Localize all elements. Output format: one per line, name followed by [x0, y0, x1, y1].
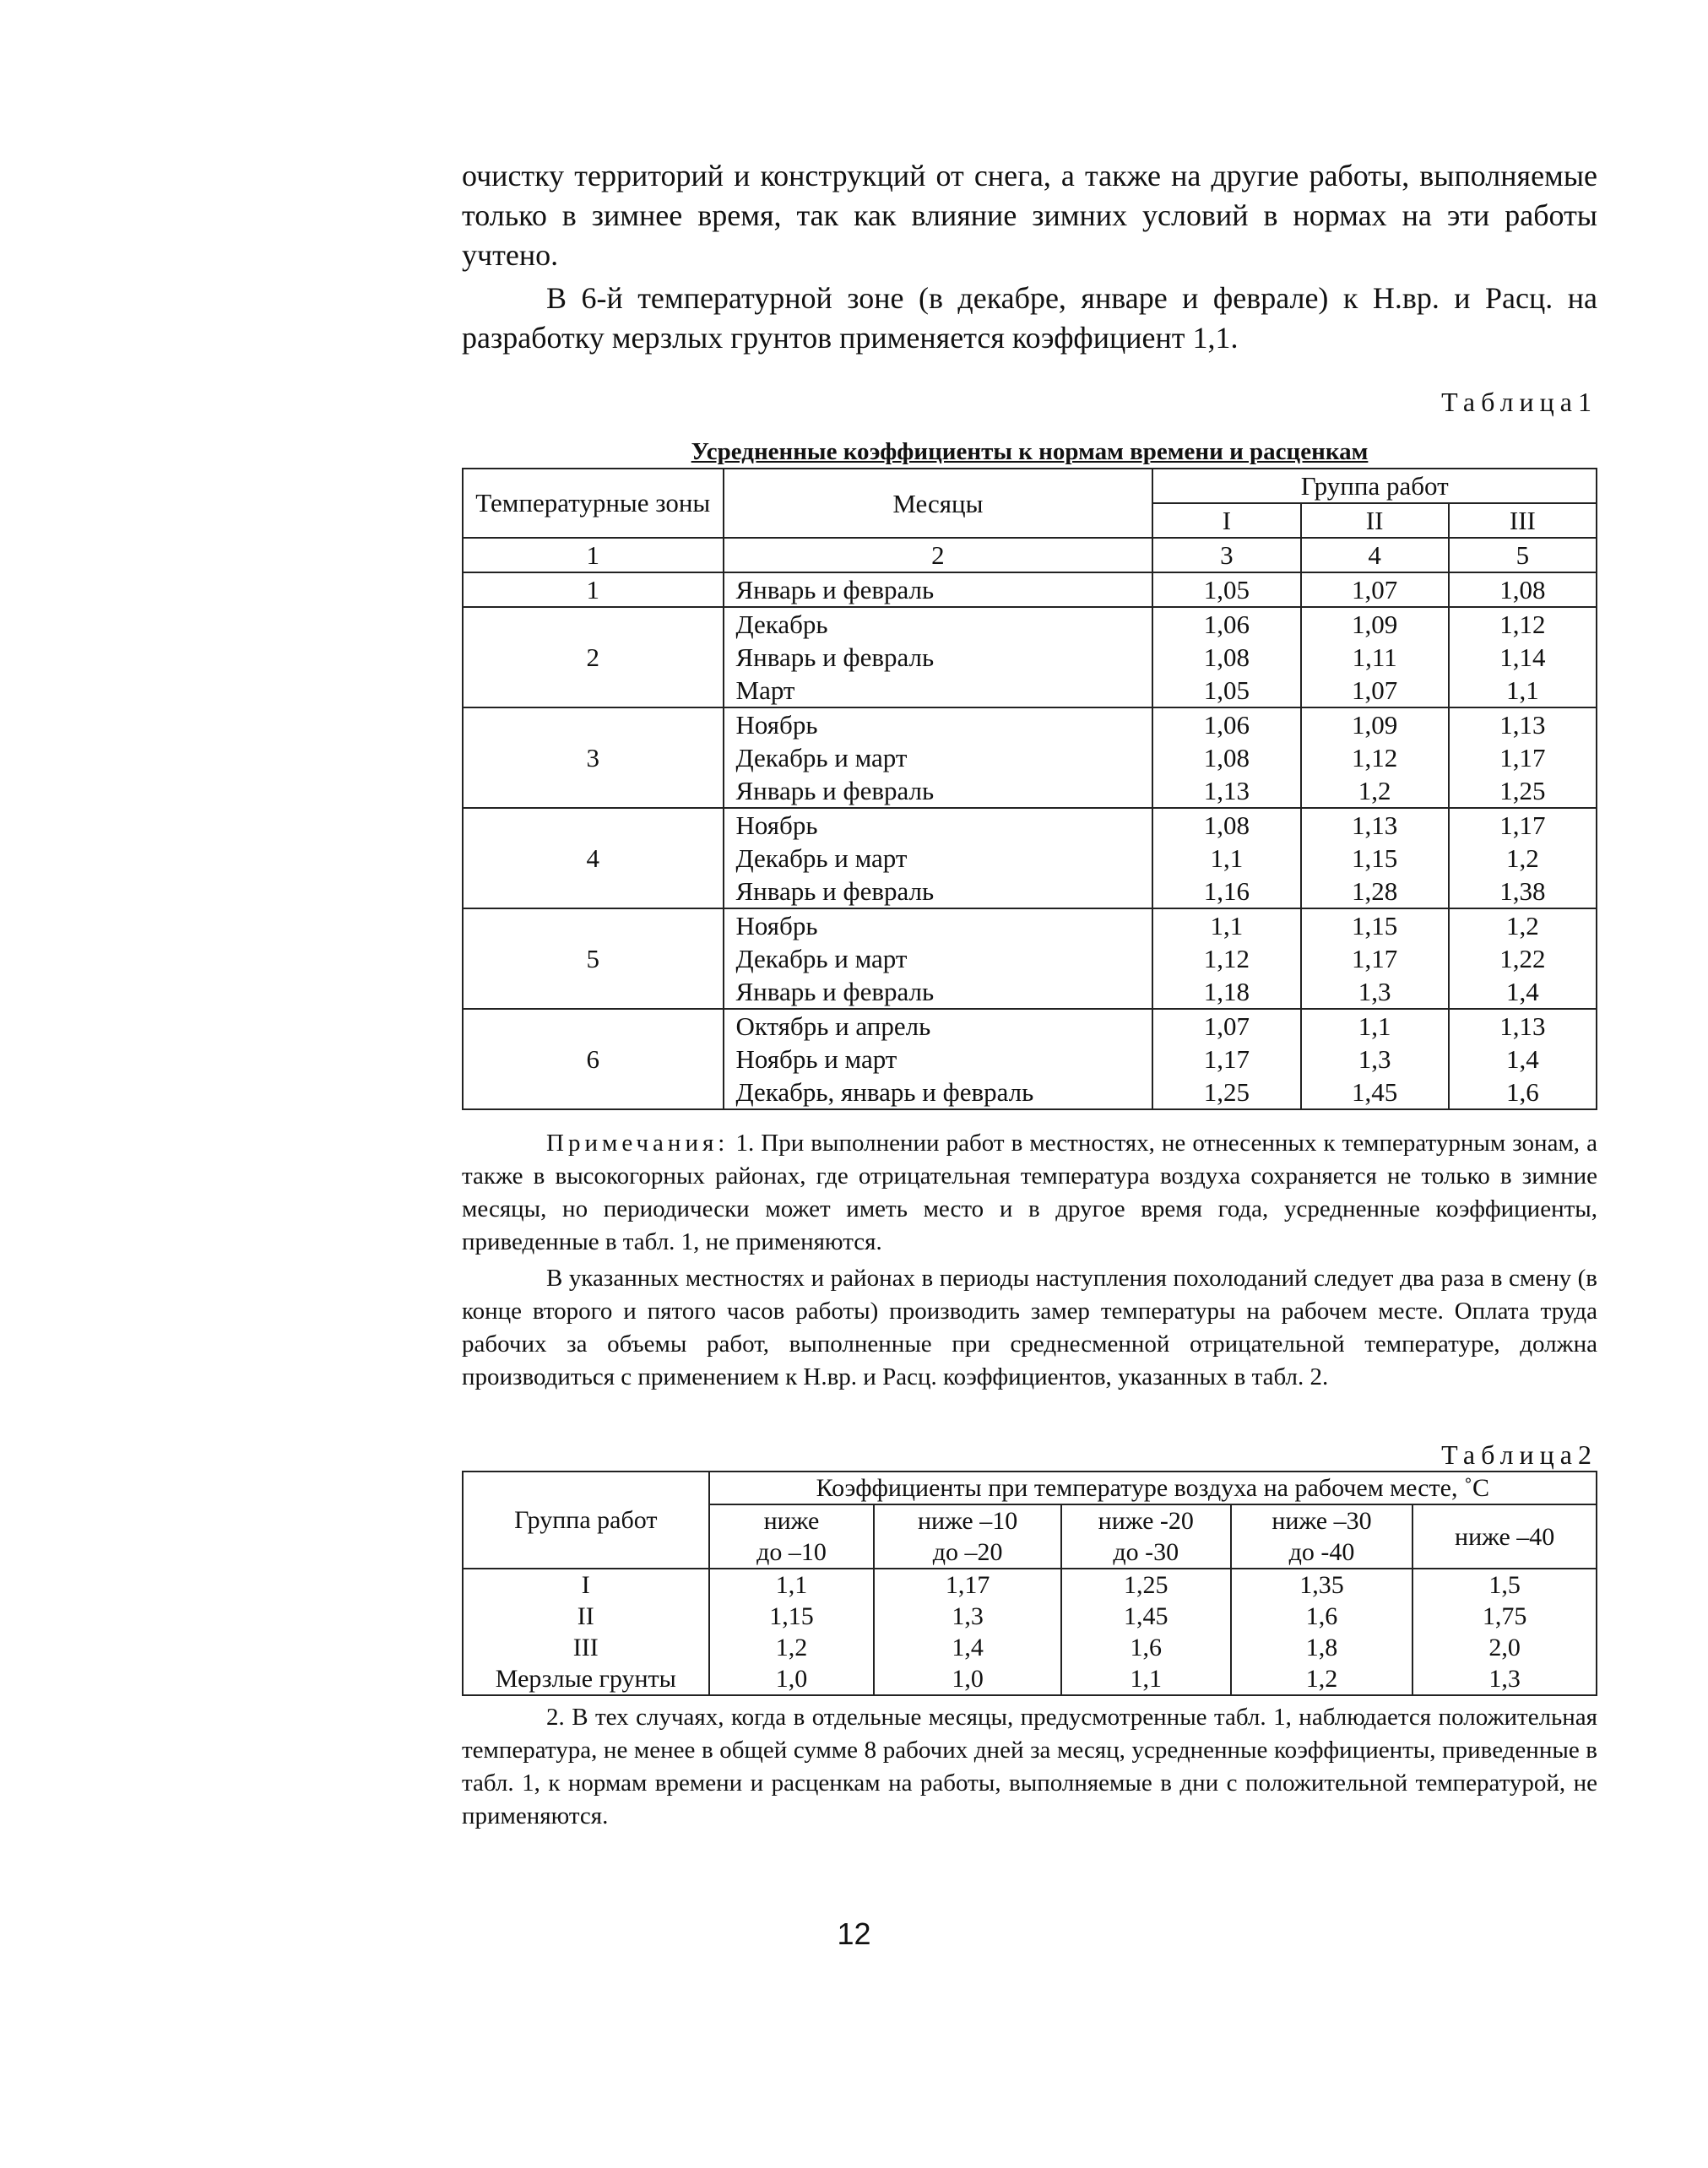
header-months: Месяцы: [724, 469, 1153, 538]
t2-range-header: [1412, 1504, 1597, 1569]
value-cell: 1,1: [1449, 674, 1597, 707]
value-cell: 1,75: [1412, 1601, 1597, 1632]
value-cell: 1,1: [1152, 908, 1300, 942]
table-row: [463, 1663, 1597, 1695]
value-cell: 1,07: [1301, 674, 1449, 707]
month-cell: Январь и февраль: [724, 774, 1153, 808]
range-line-2: до –10: [756, 1538, 827, 1566]
month-cell: Январь и февраль: [724, 975, 1153, 1009]
value-cell: 1,15: [709, 1601, 875, 1632]
paragraph-1: очистку территорий и конструкций от снега, а также на другие работы, выполняемые только в зимнее время, так как влияние зимних условий в нормах на эти работы учтено.: [462, 159, 1597, 272]
value-cell: 1,15: [1301, 842, 1449, 875]
group-cell: II: [463, 1601, 709, 1632]
value-cell: 1,07: [1301, 572, 1449, 607]
table-row: [463, 1601, 1597, 1632]
table-row: [463, 1569, 1597, 1601]
value-cell: 1,6: [1061, 1632, 1231, 1663]
value-cell: 1,18: [1152, 975, 1300, 1009]
value-cell: 1,28: [1301, 875, 1449, 908]
value-cell: 1,0: [874, 1663, 1061, 1695]
column-number: 5: [1449, 538, 1597, 572]
t2-header-group: Группа работ: [463, 1472, 709, 1569]
value-cell: 1,05: [1152, 572, 1300, 607]
value-cell: 1,2: [1449, 908, 1597, 942]
table-row: [463, 908, 1597, 942]
group-cell: I: [463, 1569, 709, 1601]
zone-cell: 1: [463, 572, 724, 607]
value-cell: 1,3: [1412, 1663, 1597, 1695]
value-cell: 1,15: [1301, 908, 1449, 942]
value-cell: 1,12: [1449, 607, 1597, 641]
value-cell: 1,6: [1449, 1076, 1597, 1109]
value-cell: 1,14: [1449, 641, 1597, 674]
t2-range-header: [709, 1504, 875, 1569]
value-cell: 1,25: [1449, 774, 1597, 808]
value-cell: 1,4: [1449, 975, 1597, 1009]
value-cell: 1,17: [1449, 741, 1597, 774]
t2-range-header: [1061, 1504, 1231, 1569]
column-number: 3: [1152, 538, 1300, 572]
value-cell: 1,25: [1061, 1569, 1231, 1601]
range-line-2: до –20: [932, 1538, 1003, 1566]
range-line-2: до -40: [1288, 1538, 1355, 1566]
value-cell: 1,22: [1449, 942, 1597, 975]
value-cell: 1,17: [874, 1569, 1061, 1601]
zone-cell: 4: [463, 808, 724, 908]
value-cell: 1,17: [1301, 942, 1449, 975]
range-line-1: ниже –30: [1272, 1507, 1372, 1535]
note-1-text: 1. При выполнении работ в местностях, не отнесенных к температурным зонам, а также в высокогорных районах, где отрицательная температура воздуха сохраняется не только в зимние месяцы, но периодически может иметь место и в другое время года, усредненные коэффициенты, приведенные в табл. 1, не применяются.: [462, 1130, 1597, 1255]
table-1: [462, 468, 1597, 1110]
range-line-1: ниже -20: [1098, 1507, 1194, 1535]
month-cell: Март: [724, 674, 1153, 707]
month-cell: Ноябрь: [724, 707, 1153, 741]
zone-cell: 6: [463, 1009, 724, 1109]
value-cell: 1,12: [1301, 741, 1449, 774]
column-number: 1: [463, 538, 724, 572]
value-cell: 1,5: [1412, 1569, 1597, 1601]
value-cell: 1,16: [1152, 875, 1300, 908]
table-row: [463, 1632, 1597, 1663]
value-cell: 1,12: [1152, 942, 1300, 975]
month-cell: Ноябрь: [724, 808, 1153, 842]
column-number: 4: [1301, 538, 1449, 572]
table1-caption: Таблица1: [1441, 387, 1597, 417]
value-cell: 1,13: [1449, 1009, 1597, 1043]
zone-cell: 5: [463, 908, 724, 1009]
range-line-2: до -30: [1113, 1538, 1179, 1566]
month-cell: Январь и февраль: [724, 875, 1153, 908]
value-cell: 1,3: [874, 1601, 1061, 1632]
table-2: [462, 1471, 1597, 1696]
header-group-1: I: [1152, 503, 1300, 538]
value-cell: 1,0: [709, 1663, 875, 1695]
range-line-1: ниже –40: [1455, 1522, 1555, 1551]
value-cell: 1,17: [1152, 1043, 1300, 1076]
notes-section: [462, 1127, 1597, 1394]
value-cell: 2,0: [1412, 1632, 1597, 1663]
value-cell: 1,1: [709, 1569, 875, 1601]
t2-range-header: [1231, 1504, 1413, 1569]
value-cell: 1,25: [1152, 1076, 1300, 1109]
value-cell: 1,2: [1301, 774, 1449, 808]
value-cell: 1,09: [1301, 707, 1449, 741]
value-cell: 1,08: [1152, 741, 1300, 774]
value-cell: 1,2: [1231, 1663, 1413, 1695]
month-cell: Декабрь и март: [724, 842, 1153, 875]
zone-cell: 2: [463, 607, 724, 707]
group-cell: Мерзлые грунты: [463, 1663, 709, 1695]
value-cell: 1,08: [1152, 641, 1300, 674]
header-zones: Температурные зоны: [463, 469, 724, 538]
table-row: [463, 572, 1597, 607]
month-cell: Декабрь, январь и февраль: [724, 1076, 1153, 1109]
value-cell: 1,45: [1301, 1076, 1449, 1109]
header-group-2: II: [1301, 503, 1449, 538]
value-cell: 1,1: [1061, 1663, 1231, 1695]
value-cell: 1,13: [1152, 774, 1300, 808]
table-row: [463, 707, 1597, 741]
note-1: [462, 1127, 1597, 1259]
value-cell: 1,3: [1301, 1043, 1449, 1076]
value-cell: 1,38: [1449, 875, 1597, 908]
value-cell: 1,09: [1301, 607, 1449, 641]
month-cell: Ноябрь и март: [724, 1043, 1153, 1076]
page-number: 12: [837, 1916, 871, 1951]
value-cell: 1,13: [1449, 707, 1597, 741]
value-cell: 1,2: [1449, 842, 1597, 875]
table1-body: [463, 572, 1597, 1109]
month-cell: Декабрь: [724, 607, 1153, 641]
month-cell: Октябрь и апрель: [724, 1009, 1153, 1043]
value-cell: 1,08: [1449, 572, 1597, 607]
table-row: [463, 607, 1597, 641]
value-cell: 1,2: [709, 1632, 875, 1663]
note-1b: В указанных местностях и районах в периоды наступления похолоданий следует два раза в смену (в конце второго и пятого часов работы) производить замер температуры на рабочем месте. Оплата труда рабочих за объемы работ, выполненные при среднесменной отрицательной температуре, должна производиться с применением к Н.вр. и Расц. коэффициентов, указанных в табл. 2.: [462, 1265, 1597, 1390]
value-cell: 1,07: [1152, 1009, 1300, 1043]
value-cell: 1,06: [1152, 607, 1300, 641]
value-cell: 1,6: [1231, 1601, 1413, 1632]
zone-cell: 3: [463, 707, 724, 808]
value-cell: 1,8: [1231, 1632, 1413, 1663]
table-row: [463, 1009, 1597, 1043]
table2-caption: Таблица2: [1441, 1439, 1597, 1470]
range-line-1: ниже –10: [917, 1507, 1018, 1535]
value-cell: 1,17: [1449, 808, 1597, 842]
month-cell: Январь и февраль: [724, 572, 1153, 607]
value-cell: 1,4: [1449, 1043, 1597, 1076]
table1-title: Усредненные коэффициенты к нормам времени и расценкам: [691, 438, 1369, 465]
value-cell: 1,3: [1301, 975, 1449, 1009]
value-cell: 1,06: [1152, 707, 1300, 741]
month-cell: Декабрь и март: [724, 942, 1153, 975]
month-cell: Ноябрь: [724, 908, 1153, 942]
notes-label: Примечания:: [546, 1130, 729, 1157]
month-cell: Январь и февраль: [724, 641, 1153, 674]
column-number: 2: [724, 538, 1153, 572]
table-row: [463, 808, 1597, 842]
t2-header-coefficients: Коэффициенты при температуре воздуха на рабочем месте, ˚С: [709, 1472, 1597, 1504]
group-cell: III: [463, 1632, 709, 1663]
header-group-3: III: [1449, 503, 1597, 538]
t2-range-header: [874, 1504, 1061, 1569]
month-cell: Декабрь и март: [724, 741, 1153, 774]
value-cell: 1,05: [1152, 674, 1300, 707]
document-page: [462, 156, 1597, 1833]
value-cell: 1,45: [1061, 1601, 1231, 1632]
paragraph-2: В 6-й температурной зоне (в декабре, январе и феврале) к Н.вр. и Расц. на разработку мерзлых грунтов применяется коэффициент 1,1.: [462, 281, 1597, 355]
range-line-1: ниже: [763, 1507, 820, 1535]
note-2: 2. В тех случаях, когда в отдельные месяцы, предусмотренные табл. 1, наблюдается положительная температура, не менее в общей сумме 8 рабочих дней за месяц, усредненные коэффициенты, приведенные в табл. 1, к нормам времени и расценкам на работы, выполняемые в дни с положительной температурой, не применяются.: [462, 1704, 1597, 1829]
value-cell: 1,35: [1231, 1569, 1413, 1601]
value-cell: 1,4: [874, 1632, 1061, 1663]
table2-body: [463, 1569, 1597, 1695]
value-cell: 1,11: [1301, 641, 1449, 674]
value-cell: 1,1: [1301, 1009, 1449, 1043]
value-cell: 1,13: [1301, 808, 1449, 842]
value-cell: 1,08: [1152, 808, 1300, 842]
value-cell: 1,1: [1152, 842, 1300, 875]
header-group: Группа работ: [1152, 469, 1597, 503]
